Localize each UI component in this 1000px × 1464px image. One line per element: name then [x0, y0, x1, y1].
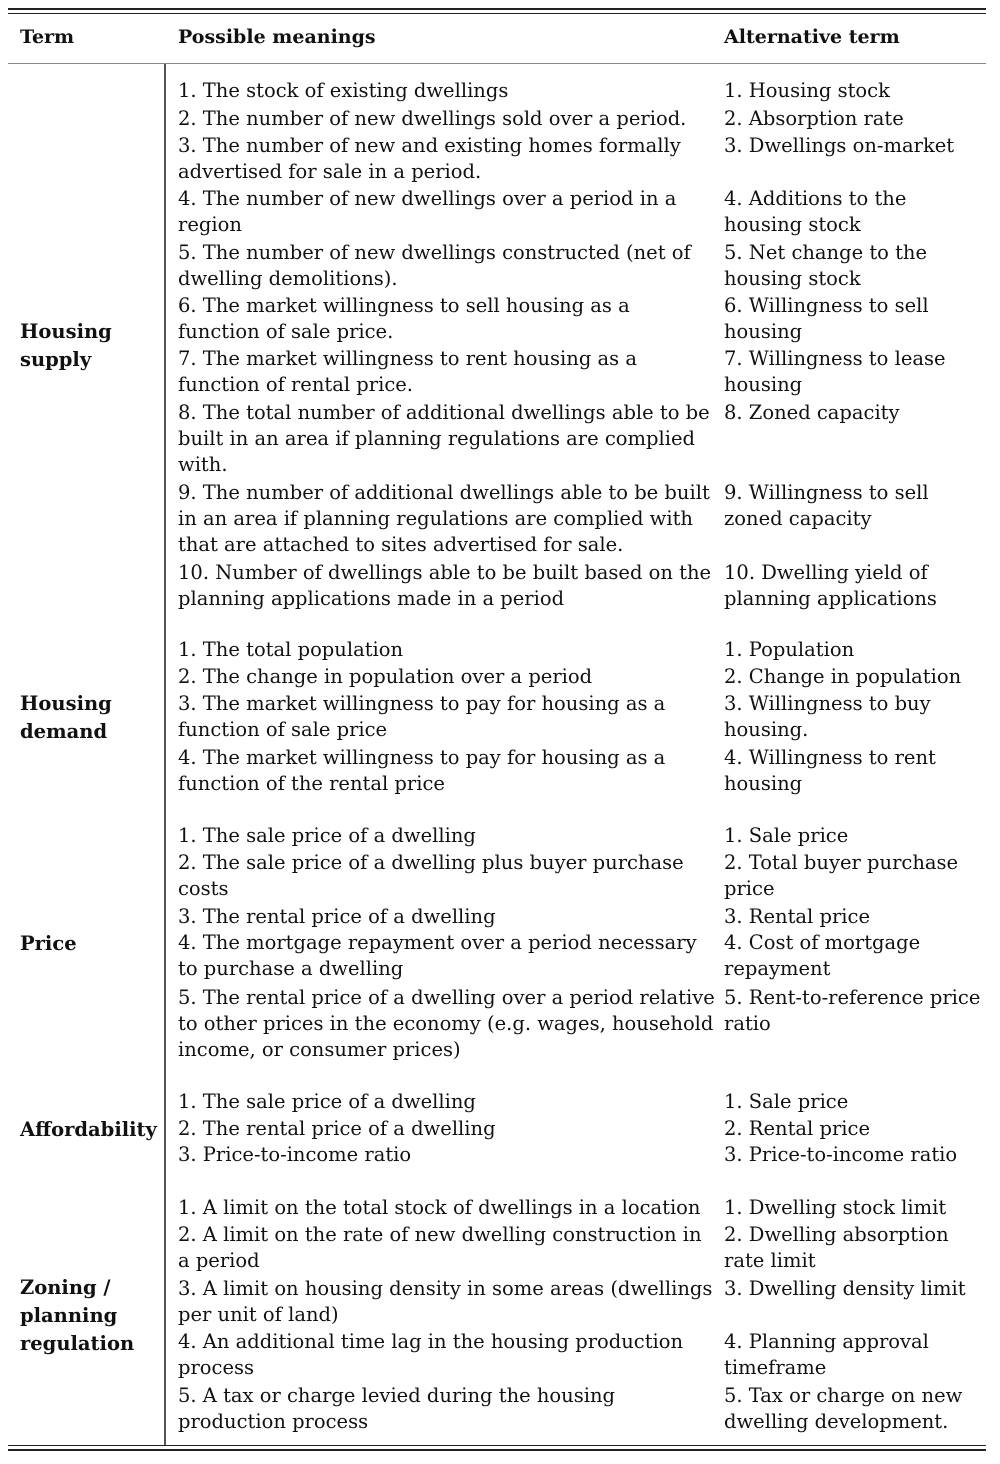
- meaning-item: [178, 480, 713, 558]
- meaning-line: a period: [178, 1249, 260, 1272]
- alternative-item: [724, 1195, 989, 1221]
- term-line: regulation: [20, 1332, 135, 1355]
- meaning-item: [178, 186, 713, 238]
- alternative-line: 3. Dwellings on-market: [724, 134, 955, 157]
- header-term: Term: [20, 26, 75, 48]
- alternative-line: 5. Rent-to-reference price: [724, 986, 981, 1009]
- meaning-item: [178, 240, 713, 292]
- meaning-item: [178, 745, 713, 797]
- meaning-item: [178, 850, 713, 902]
- term-line: Zoning /: [20, 1276, 111, 1299]
- alternative-line: 3. Rental price: [724, 905, 870, 928]
- alternative-item: [724, 823, 989, 849]
- term-label: [20, 318, 165, 374]
- top-rule-inner: [8, 13, 986, 14]
- term-line: Affordability: [20, 1118, 157, 1141]
- alternative-item: [724, 133, 989, 159]
- meaning-line: costs: [178, 877, 229, 900]
- meaning-item: [178, 1116, 713, 1142]
- alternative-line: 7. Willingness to lease: [724, 347, 946, 370]
- alternative-item: [724, 904, 989, 930]
- alternative-line: dwelling development.: [724, 1410, 949, 1433]
- meaning-line: 4. The mortgage repayment over a period necessary: [178, 931, 697, 954]
- alternative-line: 10. Dwelling yield of: [724, 561, 928, 584]
- alternative-item: [724, 293, 989, 345]
- meaning-line: dwelling demolitions).: [178, 267, 398, 290]
- alternative-line: 4. Cost of mortgage: [724, 931, 921, 954]
- meaning-item: [178, 400, 713, 478]
- alternative-item: [724, 1089, 989, 1115]
- header-alternative-term: Alternative term: [724, 26, 900, 48]
- alternative-line: 1. Housing stock: [724, 79, 890, 102]
- meaning-line: 2. The sale price of a dwelling plus buyer purchase: [178, 851, 684, 874]
- alternative-item: [724, 1142, 989, 1168]
- alternative-line: planning applications: [724, 587, 937, 610]
- alternative-item: [724, 850, 989, 902]
- alternative-item: [724, 1222, 989, 1274]
- alternative-line: 4. Willingness to rent: [724, 746, 936, 769]
- alternative-line: 3. Willingness to buy: [724, 692, 931, 715]
- alternative-line: ratio: [724, 1012, 771, 1035]
- meaning-item: [178, 1222, 713, 1274]
- header-possible-meanings: Possible meanings: [178, 26, 376, 48]
- alternative-item: [724, 1329, 989, 1381]
- alternative-line: timeframe: [724, 1356, 827, 1379]
- header-rule: [8, 63, 986, 64]
- meaning-line: 4. The number of new dwellings over a period in a: [178, 187, 677, 210]
- alternative-line: repayment: [724, 957, 831, 980]
- term-label: [20, 1274, 165, 1358]
- meaning-line: 8. The total number of additional dwellings able to be: [178, 401, 710, 424]
- meaning-line: 3. The number of new and existing homes formally: [178, 134, 681, 157]
- meaning-item: [178, 293, 713, 345]
- meaning-line: 3. Price-to-income ratio: [178, 1143, 412, 1166]
- meaning-line: function of sale price.: [178, 320, 394, 343]
- meaning-line: with.: [178, 453, 228, 476]
- meaning-item: [178, 1089, 713, 1115]
- term-label: [20, 690, 165, 746]
- meaning-item: [178, 930, 713, 982]
- meaning-line: 2. The rental price of a dwelling: [178, 1117, 496, 1140]
- alternative-line: housing stock: [724, 213, 861, 236]
- meaning-item: [178, 664, 713, 690]
- alternative-item: [724, 1116, 989, 1142]
- alternative-line: 2. Rental price: [724, 1117, 870, 1140]
- alternative-line: housing: [724, 320, 803, 343]
- term-line: demand: [20, 720, 108, 743]
- alternative-item: [724, 78, 989, 104]
- meaning-line: 1. The stock of existing dwellings: [178, 79, 509, 102]
- alternative-line: 5. Tax or charge on new: [724, 1384, 963, 1407]
- alternative-line: 4. Additions to the: [724, 187, 907, 210]
- meaning-line: to other prices in the economy (e.g. wages, household: [178, 1012, 714, 1035]
- alternative-line: 1. Population: [724, 638, 855, 661]
- bottom-rule-outer: [8, 1449, 986, 1451]
- meaning-line: 7. The market willingness to rent housing as a: [178, 347, 637, 370]
- term-line: Housing: [20, 320, 112, 343]
- alternative-line: 3. Dwelling density limit: [724, 1277, 966, 1300]
- meaning-line: 2. A limit on the rate of new dwelling construction in: [178, 1223, 702, 1246]
- meaning-line: production process: [178, 1410, 369, 1433]
- meaning-line: 4. An additional time lag in the housing production: [178, 1330, 684, 1353]
- alternative-item: [724, 400, 989, 426]
- meaning-line: per unit of land): [178, 1303, 339, 1326]
- alternative-line: 5. Net change to the: [724, 241, 928, 264]
- meaning-line: income, or consumer prices): [178, 1038, 461, 1061]
- meaning-line: function of rental price.: [178, 373, 413, 396]
- meaning-line: function of the rental price: [178, 772, 445, 795]
- meaning-line: 10. Number of dwellings able to be built based on the: [178, 561, 712, 584]
- alternative-item: [724, 346, 989, 398]
- alternative-item: [724, 664, 989, 690]
- alternative-item: [724, 240, 989, 292]
- alternative-item: [724, 106, 989, 132]
- meaning-item: [178, 637, 713, 663]
- meaning-item: [178, 823, 713, 849]
- alternative-line: 1. Dwelling stock limit: [724, 1196, 947, 1219]
- meaning-item: [178, 560, 713, 612]
- alternative-line: 2. Dwelling absorption: [724, 1223, 949, 1246]
- alternative-line: 2. Total buyer purchase: [724, 851, 959, 874]
- alternative-line: 9. Willingness to sell: [724, 481, 929, 504]
- term-line: Housing: [20, 692, 112, 715]
- meaning-line: 9. The number of additional dwellings able to be built: [178, 481, 710, 504]
- meaning-line: process: [178, 1356, 255, 1379]
- meaning-line: to purchase a dwelling: [178, 957, 404, 980]
- meaning-line: advertised for sale in a period.: [178, 160, 482, 183]
- alternative-line: 3. Price-to-income ratio: [724, 1143, 958, 1166]
- alternative-item: [724, 930, 989, 982]
- meaning-line: function of sale price: [178, 718, 388, 741]
- meaning-item: [178, 904, 713, 930]
- meaning-line: 3. A limit on housing density in some areas (dwellings: [178, 1277, 713, 1300]
- meaning-line: 4. The market willingness to pay for housing as a: [178, 746, 666, 769]
- meaning-line: planning applications made in a period: [178, 587, 565, 610]
- alternative-line: housing.: [724, 718, 809, 741]
- alternative-line: rate limit: [724, 1249, 816, 1272]
- meaning-line: 5. A tax or charge levied during the housing: [178, 1384, 616, 1407]
- meaning-line: in an area if planning regulations are complied with: [178, 507, 693, 530]
- meaning-item: [178, 106, 713, 132]
- alternative-item: [724, 691, 989, 743]
- alternative-line: housing stock: [724, 267, 861, 290]
- alternative-item: [724, 560, 989, 612]
- meaning-line: region: [178, 213, 242, 236]
- meaning-item: [178, 1276, 713, 1328]
- alternative-line: 2. Absorption rate: [724, 107, 904, 130]
- meaning-line: 6. The market willingness to sell housing as a: [178, 294, 630, 317]
- meaning-item: [178, 985, 713, 1063]
- alternative-line: 1. Sale price: [724, 1090, 849, 1113]
- term-line: supply: [20, 348, 92, 371]
- meaning-item: [178, 346, 713, 398]
- term-label: [20, 930, 165, 958]
- alternative-item: [724, 637, 989, 663]
- alternative-line: 4. Planning approval: [724, 1330, 929, 1353]
- term-line: planning: [20, 1304, 118, 1327]
- alternative-item: [724, 186, 989, 238]
- column-divider: [164, 64, 166, 1445]
- term-line: Price: [20, 932, 77, 955]
- meaning-item: [178, 691, 713, 743]
- alternative-line: 6. Willingness to sell: [724, 294, 929, 317]
- meaning-line: 1. The total population: [178, 638, 404, 661]
- bottom-rule-inner: [8, 1445, 986, 1446]
- meaning-line: 5. The rental price of a dwelling over a period relative: [178, 986, 715, 1009]
- alternative-item: [724, 480, 989, 532]
- term-label: [20, 1116, 165, 1144]
- alternative-item: [724, 1383, 989, 1435]
- alternative-item: [724, 745, 989, 797]
- meaning-line: 2. The number of new dwellings sold over a period.: [178, 107, 687, 130]
- meaning-line: that are attached to sites advertised for sale.: [178, 533, 624, 556]
- meaning-line: 2. The change in population over a period: [178, 665, 593, 688]
- meaning-line: built in an area if planning regulations are complied: [178, 427, 695, 450]
- meaning-line: 1. The sale price of a dwelling: [178, 824, 476, 847]
- alternative-line: 2. Change in population: [724, 665, 962, 688]
- meaning-line: 3. The rental price of a dwelling: [178, 905, 496, 928]
- top-rule-outer: [8, 8, 986, 10]
- meaning-item: [178, 78, 713, 104]
- alternative-line: price: [724, 877, 775, 900]
- alternative-line: 8. Zoned capacity: [724, 401, 900, 424]
- meaning-item: [178, 133, 713, 185]
- alternative-line: housing: [724, 772, 803, 795]
- alternative-item: [724, 1276, 989, 1302]
- meaning-item: [178, 1142, 713, 1168]
- meaning-item: [178, 1195, 713, 1221]
- meaning-line: 3. The market willingness to pay for housing as a: [178, 692, 666, 715]
- alternative-line: zoned capacity: [724, 507, 872, 530]
- meaning-item: [178, 1329, 713, 1381]
- meaning-line: 5. The number of new dwellings constructed (net of: [178, 241, 691, 264]
- meaning-item: [178, 1383, 713, 1435]
- alternative-line: housing: [724, 373, 803, 396]
- meaning-line: 1. A limit on the total stock of dwellings in a location: [178, 1196, 701, 1219]
- meaning-line: 1. The sale price of a dwelling: [178, 1090, 476, 1113]
- alternative-line: 1. Sale price: [724, 824, 849, 847]
- alternative-item: [724, 985, 989, 1037]
